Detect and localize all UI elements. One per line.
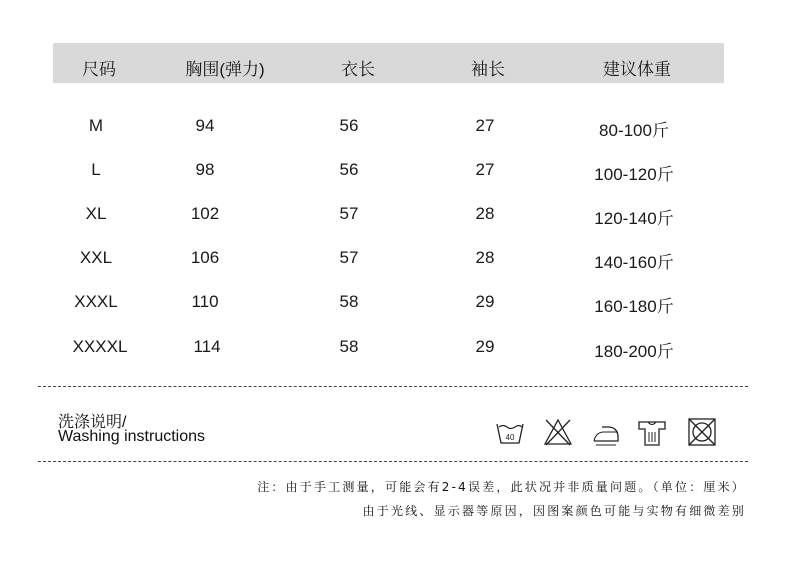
cell-weight: 180-200斤 — [594, 342, 674, 361]
cell-chest: 106 — [190, 248, 220, 267]
divider-bottom — [38, 461, 748, 462]
divider-top — [38, 386, 748, 387]
washing-title-en: Washing instructions — [58, 428, 206, 445]
cell-weight: 80-100斤 — [599, 121, 669, 140]
header-weight: 建议体重 — [603, 60, 671, 79]
cell-sleeve: 29 — [475, 337, 495, 356]
wash-40-icon — [494, 416, 526, 448]
cell-length: 57 — [339, 248, 359, 267]
drip-dry-icon — [636, 416, 668, 448]
note-color: 由于光线、显示器等原因，因图案颜色可能与实物有细微差别 — [362, 504, 746, 518]
cell-size: XXXXL — [72, 337, 128, 356]
cell-chest: 110 — [191, 292, 219, 311]
header-sleeve: 袖长 — [471, 60, 505, 79]
no-tumble-dry-icon — [686, 416, 718, 448]
header-chest: 胸围(弹力) — [185, 60, 265, 79]
cell-sleeve: 29 — [475, 292, 495, 311]
washing-title-cn: 洗涤说明/ — [58, 414, 127, 431]
cell-chest: 94 — [195, 116, 215, 135]
cell-chest: 98 — [195, 160, 215, 179]
cell-length: 58 — [339, 337, 359, 356]
cell-chest: 102 — [190, 204, 220, 223]
note-measurement: 注：由于手工测量，可能会有2-4误差，此状况并非质量问题。（单位：厘米） — [257, 480, 746, 494]
cell-length: 58 — [339, 292, 359, 311]
cell-size: M — [88, 116, 104, 135]
cell-sleeve: 28 — [475, 204, 495, 223]
cell-sleeve: 27 — [475, 160, 495, 179]
cell-chest: 114 — [193, 337, 221, 356]
iron-icon — [590, 416, 622, 448]
cell-length: 56 — [339, 116, 359, 135]
cell-size: XL — [85, 204, 107, 223]
cell-size: XXXL — [74, 292, 118, 311]
cell-weight: 140-160斤 — [594, 253, 674, 272]
wash-temp-label: 40 — [505, 433, 515, 442]
header-size: 尺码 — [82, 60, 116, 79]
cell-sleeve: 28 — [475, 248, 495, 267]
cell-length: 56 — [339, 160, 359, 179]
cell-weight: 120-140斤 — [594, 209, 674, 228]
cell-sleeve: 27 — [475, 116, 495, 135]
no-bleach-icon — [542, 416, 574, 448]
cell-size: XXL — [79, 248, 113, 267]
cell-weight: 100-120斤 — [594, 165, 674, 184]
cell-length: 57 — [339, 204, 359, 223]
cell-weight: 160-180斤 — [594, 297, 674, 316]
header-length: 衣长 — [341, 60, 375, 79]
cell-size: L — [91, 160, 101, 179]
